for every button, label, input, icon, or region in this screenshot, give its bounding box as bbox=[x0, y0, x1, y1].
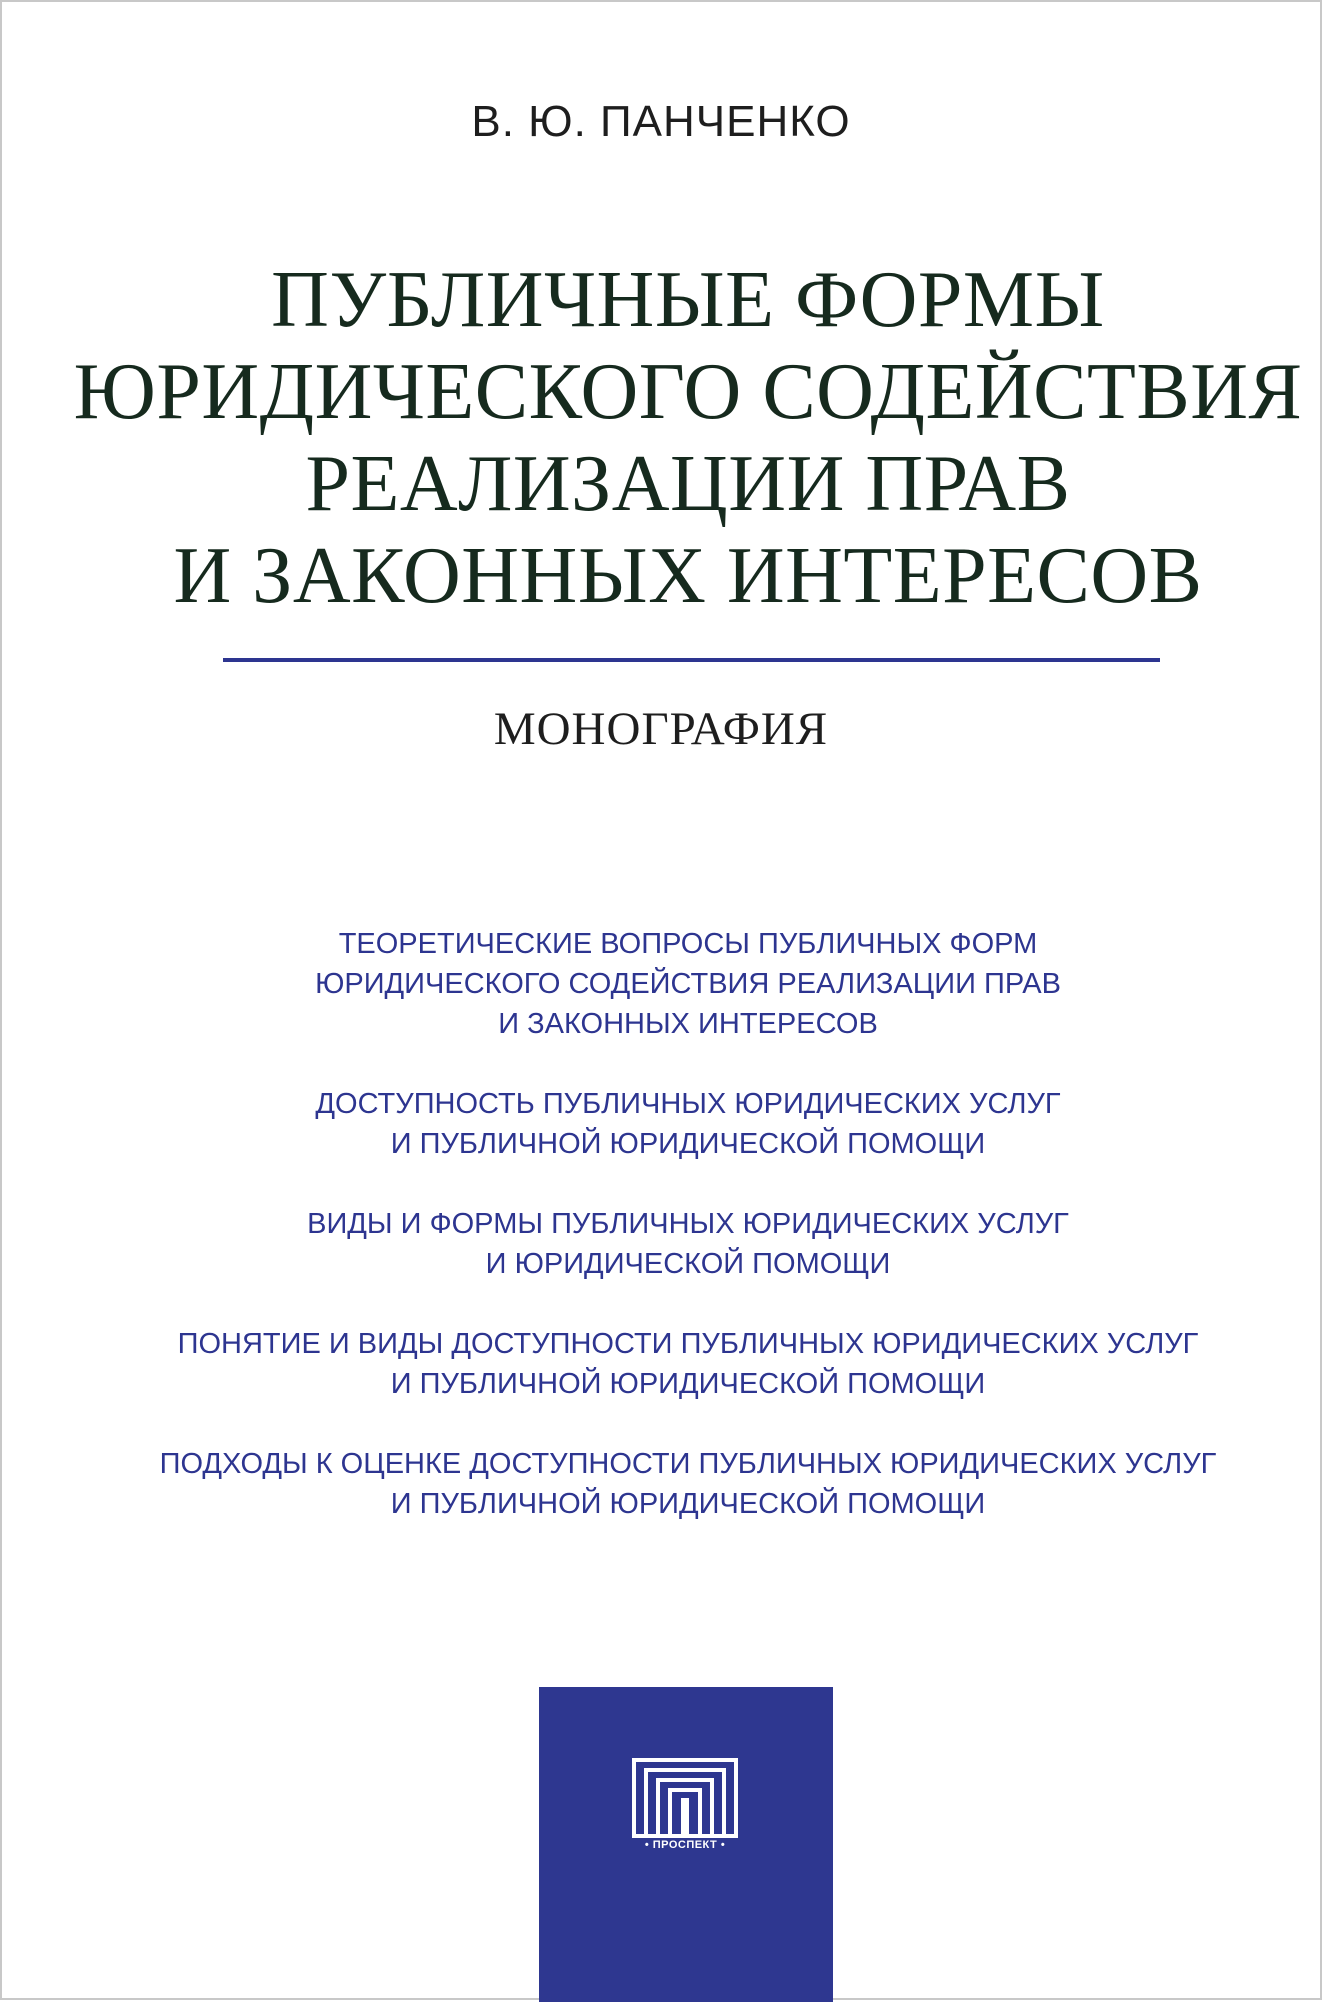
topic-line: И ПУБЛИЧНОЙ ЮРИДИЧЕСКОЙ ПОМОЩИ bbox=[390, 1368, 986, 1400]
topic-item bbox=[42, 1084, 1322, 1164]
topic-line: И ПУБЛИЧНОЙ ЮРИДИЧЕСКОЙ ПОМОЩИ bbox=[390, 1128, 986, 1160]
author-name: В. Ю. ПАНЧЕНКО bbox=[471, 97, 851, 146]
topic-line: И ПУБЛИЧНОЙ ЮРИДИЧЕСКОЙ ПОМОЩИ bbox=[390, 1488, 986, 1520]
topic-item bbox=[42, 1204, 1322, 1284]
topic-line: ДОСТУПНОСТЬ ПУБЛИЧНЫХ ЮРИДИЧЕСКИХ УСЛУГ bbox=[315, 1088, 1061, 1120]
topic-line: И ЗАКОННЫХ ИНТЕРЕСОВ bbox=[498, 1008, 878, 1040]
publisher-name: • ПРОСПЕКТ • bbox=[644, 1839, 726, 1851]
title-line: ЮРИДИЧЕСКОГО СОДЕЙСТВИЯ bbox=[73, 348, 1303, 436]
title-divider bbox=[223, 658, 1160, 662]
title-line: РЕАЛИЗАЦИИ ПРАВ bbox=[305, 440, 1071, 528]
title-line: И ЗАКОННЫХ ИНТЕРЕСОВ bbox=[173, 532, 1203, 620]
publisher-block bbox=[539, 1687, 833, 2002]
topic-item bbox=[42, 1324, 1322, 1404]
topics-list bbox=[42, 924, 1322, 1564]
topic-line: И ЮРИДИЧЕСКОЙ ПОМОЩИ bbox=[485, 1248, 891, 1280]
genre-label: МОНОГРАФИЯ bbox=[493, 703, 829, 755]
topic-line: ЮРИДИЧЕСКОГО СОДЕЙСТВИЯ РЕАЛИЗАЦИИ ПРАВ bbox=[315, 968, 1061, 1000]
book-title bbox=[42, 254, 1322, 622]
topic-line: ПОНЯТИЕ И ВИДЫ ДОСТУПНОСТИ ПУБЛИЧНЫХ ЮРИДИЧЕСКИХ УСЛУГ bbox=[177, 1328, 1199, 1360]
publisher-logo-icon bbox=[632, 1758, 738, 1870]
topic-item bbox=[42, 1444, 1322, 1524]
topic-line: ПОДХОДЫ К ОЦЕНКЕ ДОСТУПНОСТИ ПУБЛИЧНЫХ ЮРИДИЧЕСКИХ УСЛУГ bbox=[159, 1448, 1217, 1480]
topic-item bbox=[42, 924, 1322, 1044]
topic-line: ВИДЫ И ФОРМЫ ПУБЛИЧНЫХ ЮРИДИЧЕСКИХ УСЛУГ bbox=[307, 1208, 1069, 1240]
topic-line: ТЕОРЕТИЧЕСКИЕ ВОПРОСЫ ПУБЛИЧНЫХ ФОРМ bbox=[338, 928, 1038, 960]
title-line: ПУБЛИЧНЫЕ ФОРМЫ bbox=[271, 256, 1105, 344]
